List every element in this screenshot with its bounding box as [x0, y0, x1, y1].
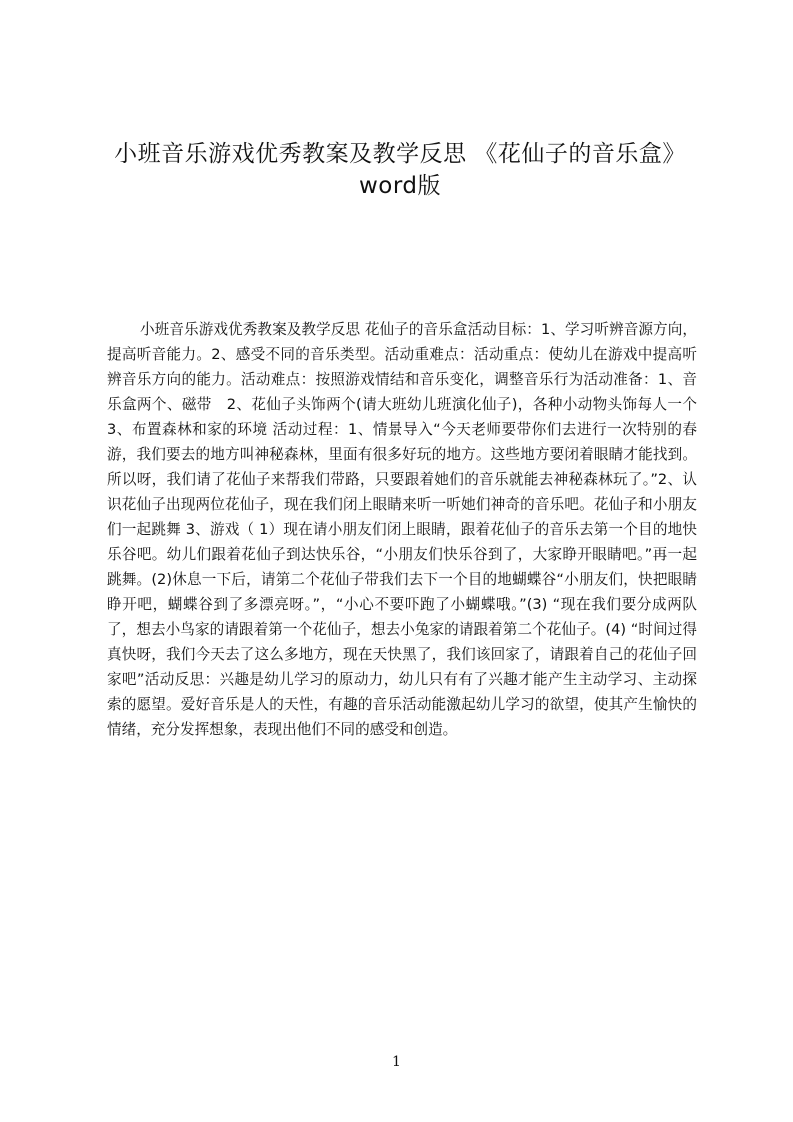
title-line-2: word版: [358, 173, 442, 199]
document-title: [95, 138, 705, 202]
title-line-1: 小班音乐游戏优秀教案及教学反思 《花仙子的音乐盒》: [114, 141, 686, 167]
body-paragraph: 小班音乐游戏优秀教案及教学反思 花仙子的音乐盒活动目标：1、学习听辨音源方向，提高听音能力。2、感受不同的音乐类型。活动重难点：活动重点：使幼儿在游戏中提高听辨音乐方向的能力。活动难点：按照游戏情结和音乐变化，调整音乐行为活动准备：1、音乐盒两个、磁带 2、花仙子头饰两个(请大班幼儿班演化仙子)，各种小动物头饰每人一个 3、布置森林和家的环境 活动过程：1、情景导入“今天老师要带你们去进行一次特别的春游，我们要去的地方叫神秘森林，里面有很多好玩的地方。这些地方要闭着眼睛才能找到。所以呀，我们请了花仙子来帮我们带路，只要跟着她们的音乐就能去神秘森林玩了。”2、认识花仙子出现两位花仙子，现在我们闭上眼睛来听一听她们神奇的音乐吧。花仙子和小朋友们一起跳舞 3、游戏（ 1）现在请小朋友们闭上眼睛，跟着花仙子的音乐去第一个目的地快乐谷吧。幼儿们跟着花仙子到达快乐谷，“小朋友们快乐谷到了，大家睁开眼睛吧。”再一起跳舞。(2)休息一下后，请第二个花仙子带我们去下一个目的地蝴蝶谷“小朋友们，快把眼睛睁开吧，蝴蝶谷到了多漂亮呀。”，“小心不要吓跑了小蝴蝶哦。”(3) “现在我们要分成两队了，想去小鸟家的请跟着第一个花仙子，想去小兔家的请跟着第二个花仙子。(4) “时间过得真快呀，我们今天去了这么多地方，现在天快黑了，我们该回家了，请跟着自己的花仙子回家吧”活动反思：兴趣是幼儿学习的原动力，幼儿只有有了兴趣才能产生主动学习、主动探索的愿望。爱好音乐是人的天性，有趣的音乐活动能激起幼儿学习的欲望，使其产生愉快的情绪，充分发挥想象，表现出他们不同的感受和创造。: [107, 321, 697, 738]
page-number: 1: [392, 1054, 401, 1070]
